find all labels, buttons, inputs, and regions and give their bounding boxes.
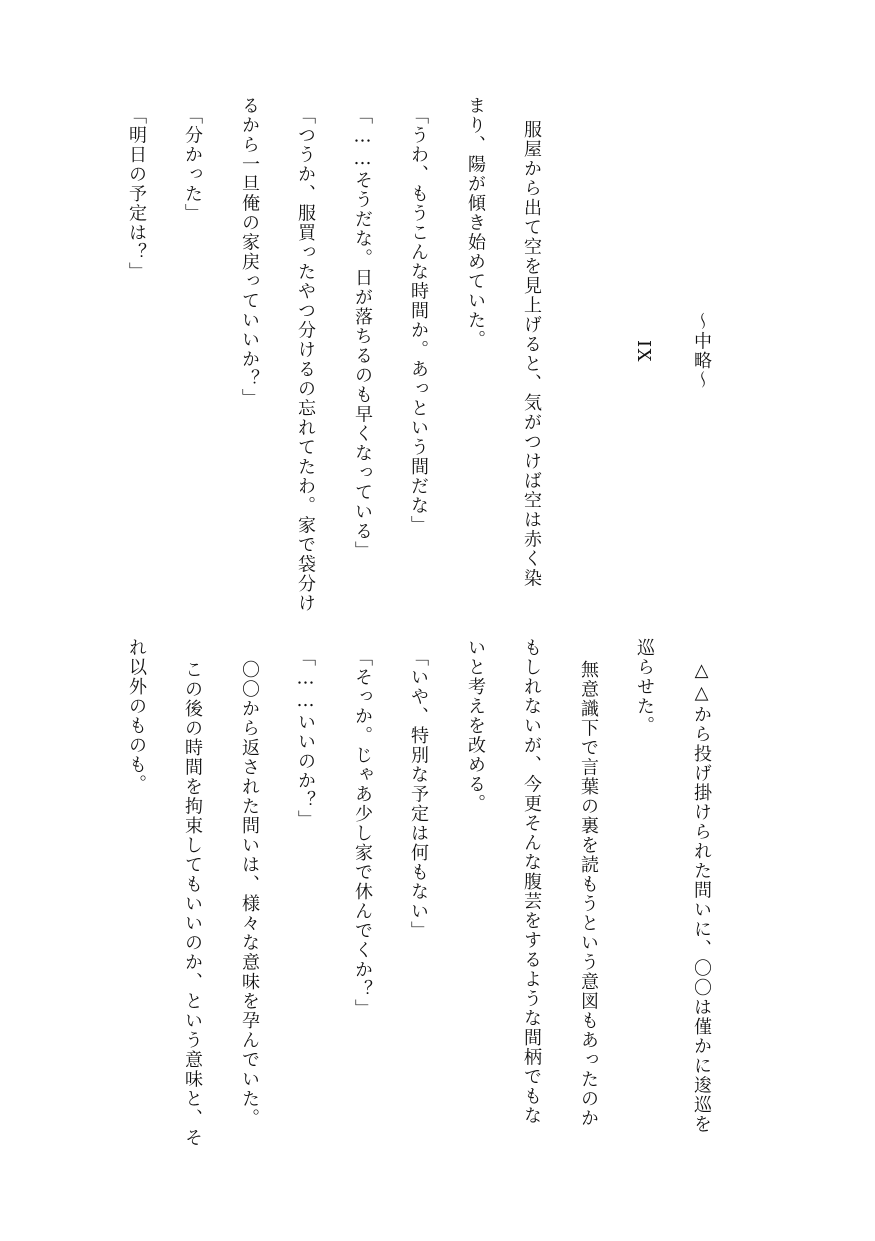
text-line: 巡らせた。 (634, 638, 655, 736)
text-line: れ以外のものも。 (126, 638, 147, 794)
text-line: 「いや、特別な予定は何もない」 (408, 648, 429, 941)
text-line: 「うわ、もうこんな時間か。あっという間だな」 (408, 106, 429, 535)
text-line: 「……そうだな。日が落ちるのも早くなっている」 (352, 106, 373, 561)
text-line: 「そっか。じゃあ少し家で休んでくか？」 (352, 648, 373, 1019)
text-line: いと考えを改める。 (465, 638, 486, 814)
text-line: 「……いいのか？」 (295, 648, 316, 830)
text-line: この後の時間を拘束してもいいのか、という意味と、そ (182, 660, 203, 1148)
text-line: 無意識下で言葉の裏を読もうという意図もあったのか (578, 660, 599, 1128)
chapter-number: IX (633, 340, 654, 363)
text-line: もしれないが、今更そんな腹芸をするような間柄でもな (521, 638, 542, 1126)
scene-break: ～中略～ (691, 312, 712, 390)
text-line: 「明日の予定は？」 (126, 106, 147, 282)
text-line: 「つうか、服買ったやつ分けるの忘れてたわ。家で袋分け (295, 106, 316, 613)
text-line: 服屋から出て空を見上げると、気がつけば空は赤く染 (521, 120, 542, 588)
text-line: るから一旦俺の家戻っていいか？」 (239, 96, 260, 408)
text-line: △△から投げ掛けられた問いに、〇〇は僅かに逡巡を (691, 660, 712, 1134)
text-line: 「分かった」 (182, 106, 203, 223)
text-line: まり、陽が傾き始めていた。 (465, 96, 486, 350)
text-line: 〇〇から返された問いは、様々な意味を孕んでいた。 (239, 660, 260, 1128)
